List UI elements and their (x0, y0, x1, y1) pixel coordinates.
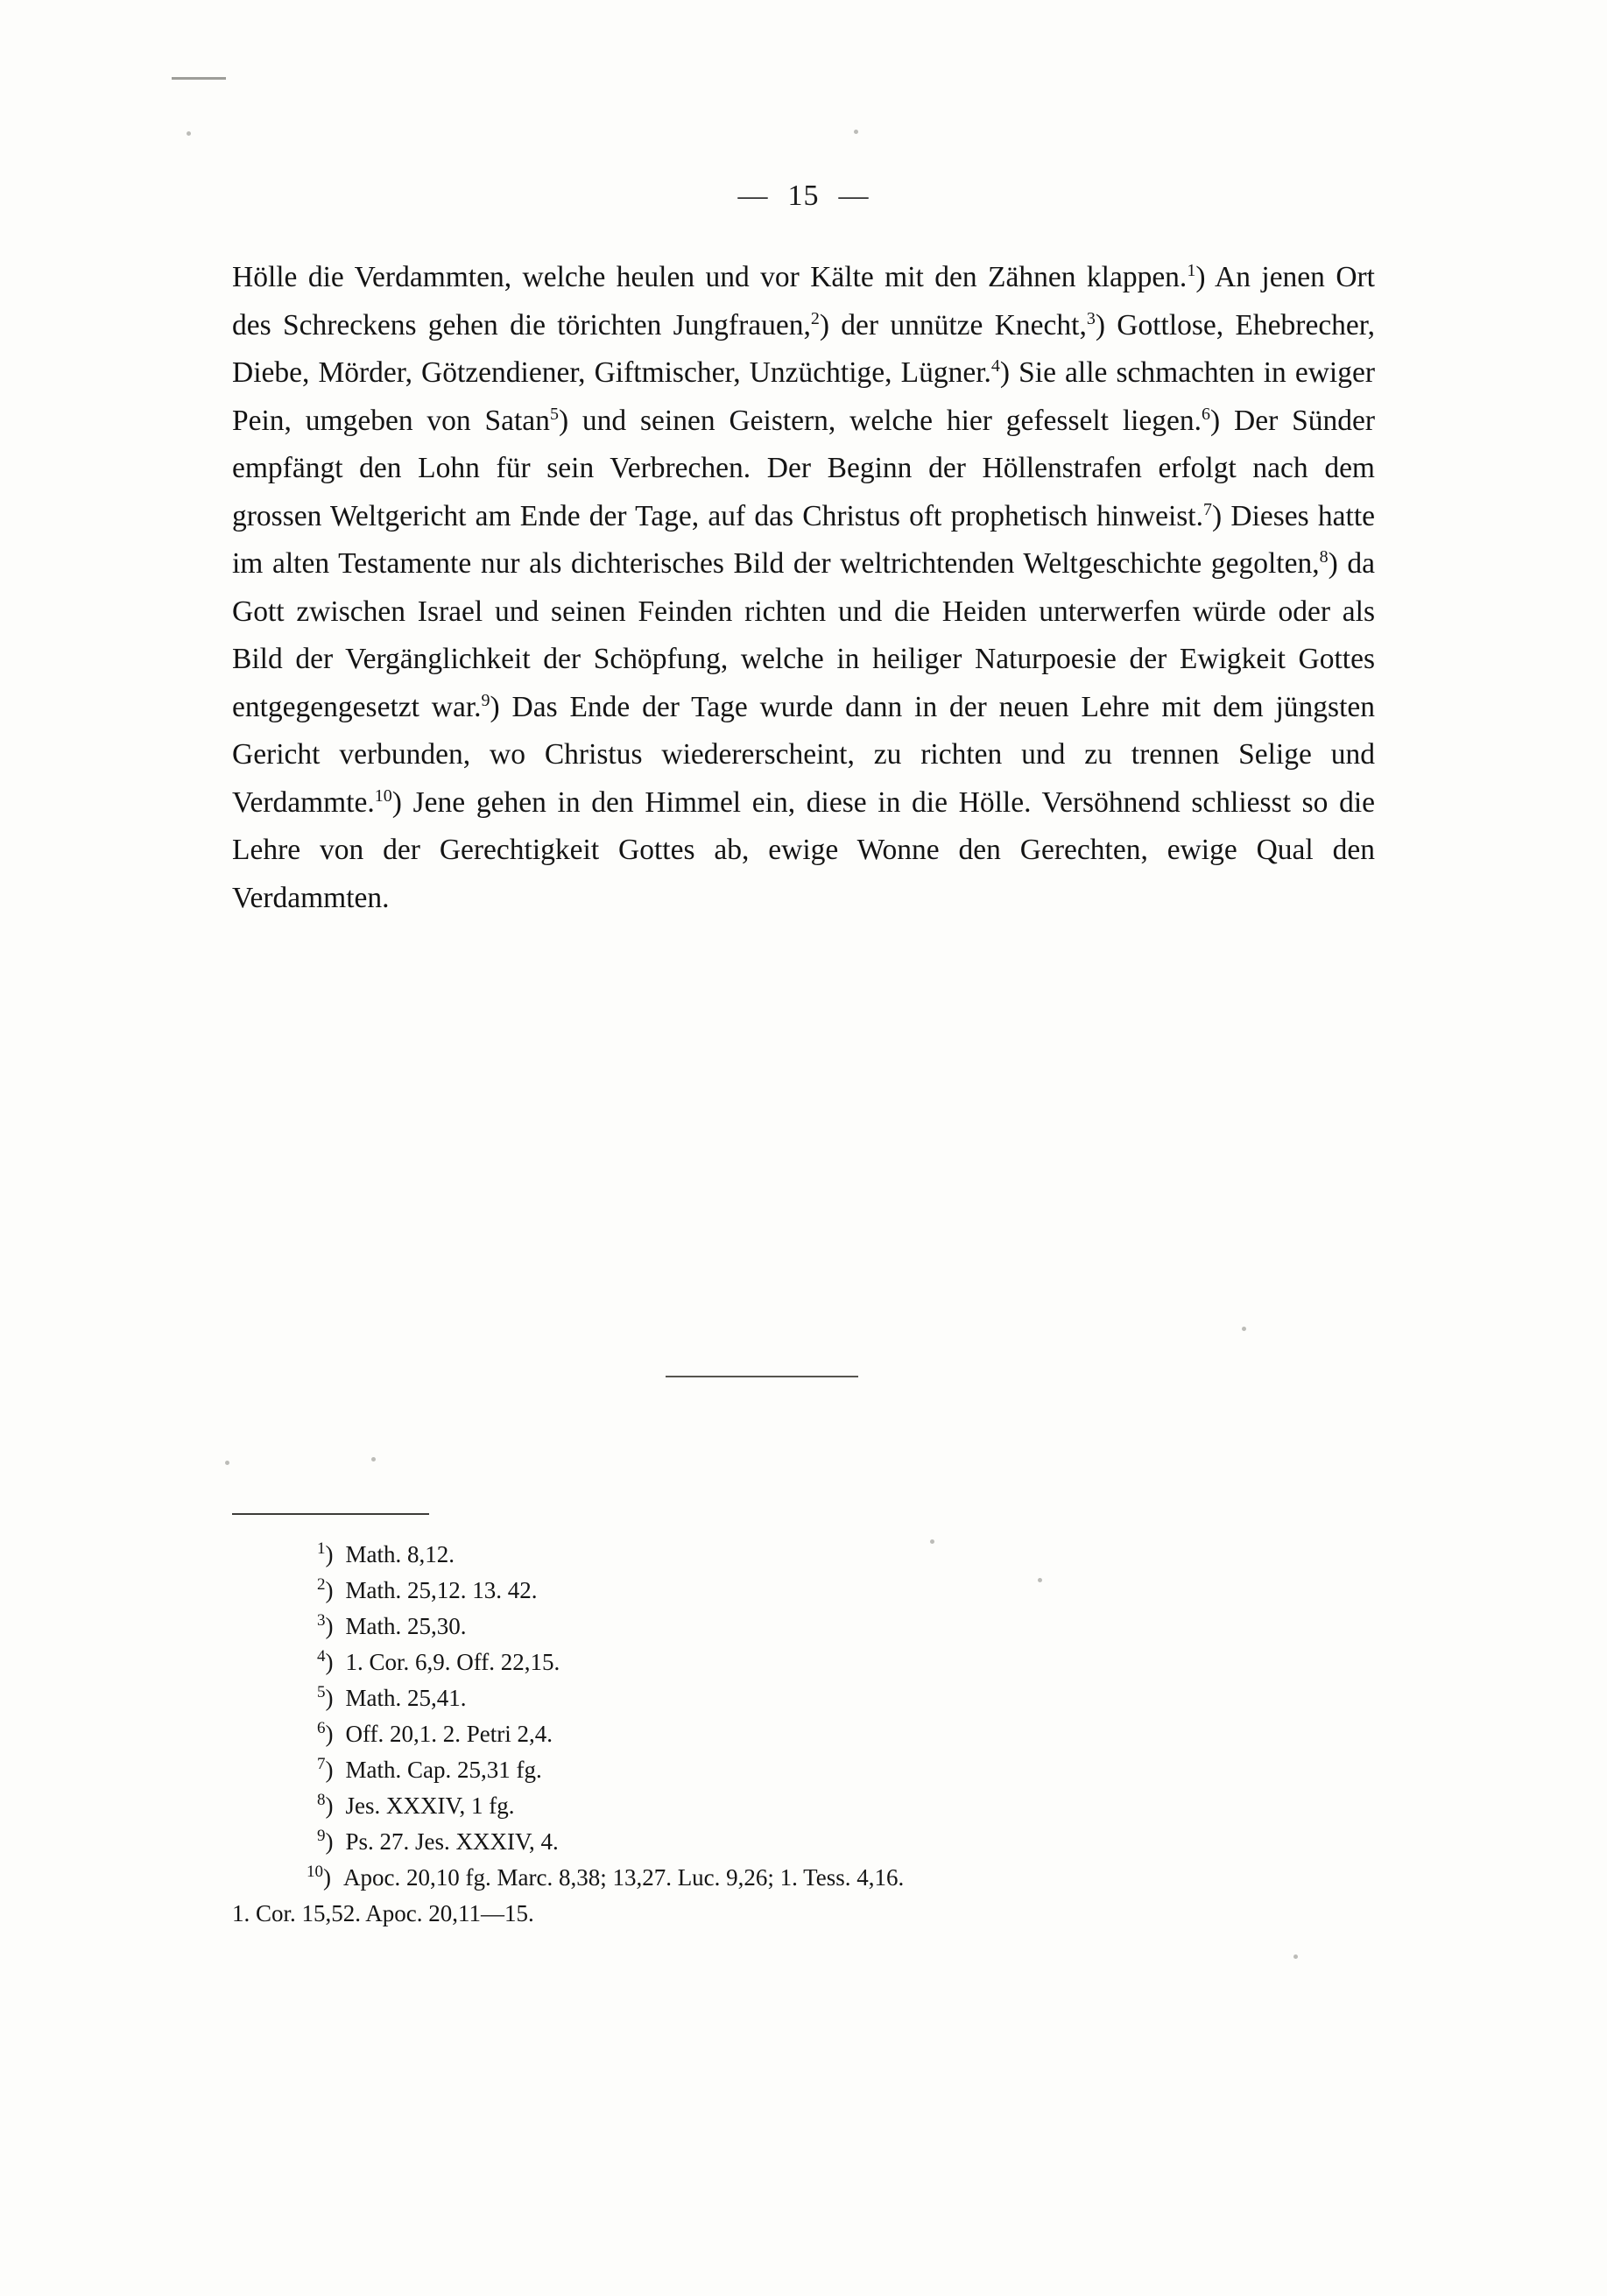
footnote-marker: 5 (317, 1683, 326, 1701)
footnote-text: Math. 25,30. (345, 1613, 467, 1639)
footnote-item: $^4$) 1. Cor. 6,9. Off. 22,15. (317, 1647, 560, 1675)
footnote-ref-5: 5 (549, 404, 559, 424)
footnote-ref-10: 10 (374, 785, 392, 806)
scan-speck (1242, 1327, 1246, 1331)
footnote-continuation: 1. Cor. 15,52. Apoc. 20,11—15. (232, 1900, 534, 1926)
footnote-separator-rule (232, 1513, 429, 1515)
footnote-ref-2: 2 (810, 308, 820, 328)
footnote-ref-1: 1 (1187, 260, 1196, 280)
footnote-text: Math. 8,12. (345, 1541, 455, 1567)
footnote-ref-6: 6 (1202, 404, 1211, 424)
footnote-text: Ps. 27. Jes. XXXIV, 4. (345, 1828, 559, 1855)
footnote-text: Math. 25,12. 13. 42. (345, 1577, 538, 1603)
footnote-item: $^1$) Math. 8,12. (317, 1539, 455, 1567)
footnote-item: $^6$) Off. 20,1. 2. Petri 2,4. (317, 1719, 553, 1747)
footnote-ref-8: 8 (1319, 546, 1329, 567)
footnote-text: Apoc. 20,10 fg. Marc. 8,38; 13,27. Luc. 9,26; 1. Tess. 4,16. (343, 1864, 905, 1891)
footnote-ref-9: 9 (481, 690, 490, 710)
footnote-marker: 6 (317, 1719, 326, 1737)
scan-speck (371, 1457, 376, 1461)
body-paragraph: Hölle die Verdammten, welche heulen und vor Kälte mit den Zähnen klappen.$^1$) An jenen Ort des Schreckens gehen die törichten Jungfrauen,$^2$) der unnütze Knecht,$^3$) Gottlose, Ehebrecher, Diebe, Mörder, Götzendiener, Giftmischer, Unzüchtige, Lügner.$^4$) Sie alle schmachten in ewiger Pein, umgeben von Satan$^5$) und seinen Geistern, welche hier gefesselt liegen.$^6$) Der Sünder empfängt den Lohn für sein Verbrechen. Der Beginn der Höllenstrafen erfolgt nach dem grossen Weltgericht am Ende der Tage, auf das Christus oft prophetisch hinweist.$^7$) Dieses hatte im alten Testamente nur als dichterisches Bild der weltrichtenden Weltgeschichte gegolten,$^8$) da Gott zwischen Israel und seinen Feinden richten und die Heiden unterwerfen würde oder als Bild der Vergänglichkeit der Schöpfung, welche in heiliger Naturpoesie der Ewigkeit Gottes entgegengesetzt war.$^9$) Das Ende der Tage wurde dann in der neuen Lehre mit dem jüngsten Gericht verbunden, wo Christus wiedererscheint, zu richten und zu trennen Selige und Verdammte.$^{10}$) Jene gehen in den Himmel ein, diese in die Hölle. Versöhnend schliesst so die Lehre von der Gerechtigkeit Gottes ab, ewige Wonne den Gerechten, ewige Qual den Verdammten. (232, 260, 1376, 914)
footnote-text: Math. 25,41. (345, 1685, 467, 1711)
footnote-item: $^3$) Math. 25,30. (317, 1611, 467, 1639)
scan-speck (854, 130, 858, 134)
footnote-marker: 1 (317, 1539, 326, 1558)
footnote-item: $^{10}$) Apoc. 20,10 fg. Marc. 8,38; 13,27. Luc. 9,26; 1. Tess. 4,16. (307, 1863, 905, 1891)
footnote-text: Off. 20,1. 2. Petri 2,4. (345, 1721, 553, 1747)
page-number (0, 180, 1607, 213)
page-number-value: 15 (787, 180, 820, 212)
footnote-item: $^5$) Math. 25,41. (317, 1683, 467, 1711)
footnote-ref-3: 3 (1086, 308, 1096, 328)
footnote-item: $^7$) Math. Cap. 25,31 fg. (317, 1755, 542, 1783)
page-number-dash-right: — (838, 180, 870, 212)
scan-speck (225, 1461, 229, 1465)
page-number-dash-left: — (737, 180, 769, 212)
footnote-marker: 7 (317, 1755, 326, 1773)
footnote-text: 1. Cor. 6,9. Off. 22,15. (345, 1649, 560, 1675)
footnote-text: Math. Cap. 25,31 fg. (345, 1757, 542, 1783)
footnote-marker: 10 (307, 1863, 323, 1881)
scan-speck (187, 131, 191, 136)
footnote-marker: 3 (317, 1611, 326, 1630)
footnote-item: $^8$) Jes. XXXIV, 1 fg. (317, 1791, 515, 1819)
footnote-ref-7: 7 (1203, 499, 1212, 519)
body-text (232, 254, 1375, 922)
scan-artifact-line (172, 77, 226, 80)
footnote-item: $^2$) Math. 25,12. 13. 42. (317, 1575, 538, 1603)
footnote-list (232, 1537, 1379, 1932)
footnote-ref-4: 4 (990, 356, 1000, 376)
footnote-item: $^9$) Ps. 27. Jes. XXXIV, 4. (317, 1827, 559, 1855)
footnote-marker: 4 (317, 1647, 326, 1666)
footnote-text: Jes. XXXIV, 1 fg. (345, 1792, 515, 1819)
footnote-marker: 2 (317, 1575, 326, 1594)
footnote-marker: 8 (317, 1791, 326, 1809)
footnote-marker: 9 (317, 1827, 326, 1845)
section-divider-rule (666, 1376, 858, 1377)
scan-speck (1293, 1954, 1298, 1959)
